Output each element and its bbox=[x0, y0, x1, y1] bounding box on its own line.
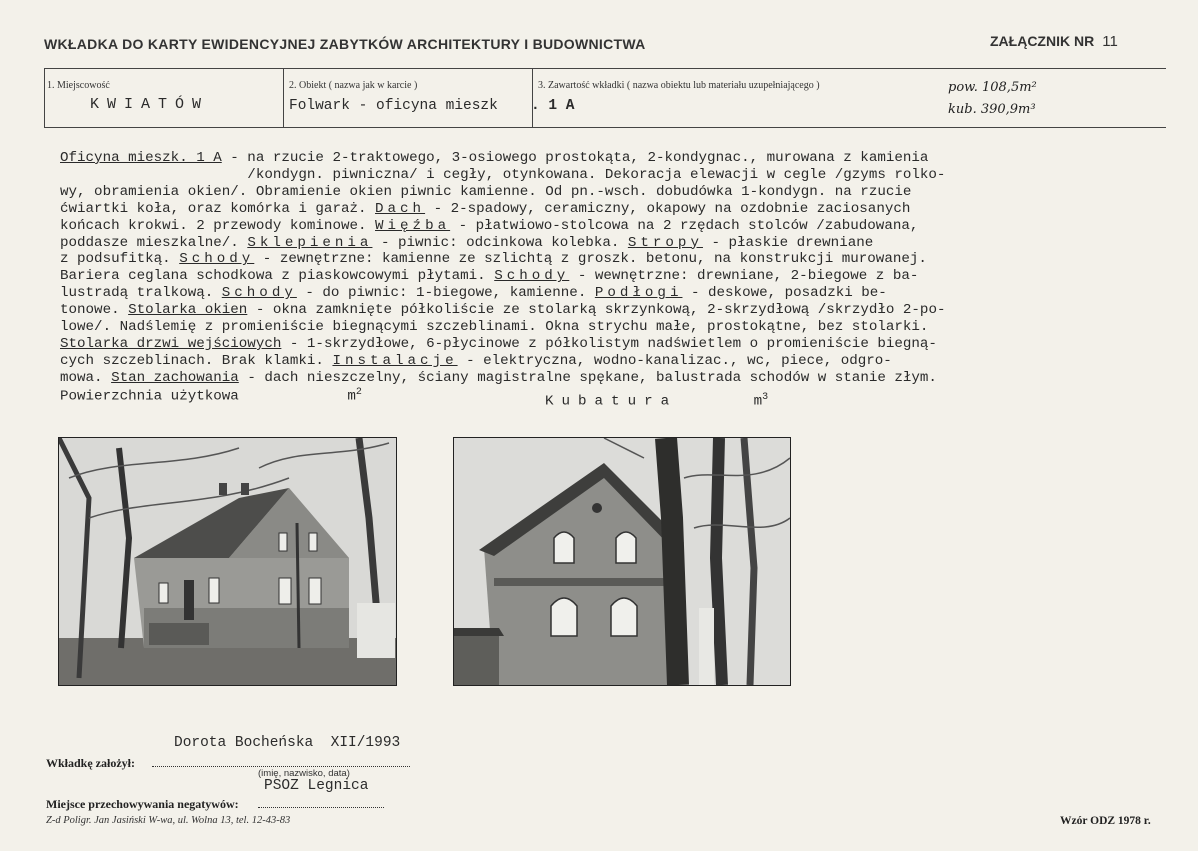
heading-stropy: Stropy bbox=[627, 234, 703, 251]
line-12b: - 1-skrzydłowe, 6-płycinowe z półkolistym nadświetlem o promieniście biegną- bbox=[281, 335, 937, 352]
line-9c: - deskowe, posadzki be- bbox=[682, 285, 887, 302]
line-4b: - 2-spadowy, ceramiczny, okapowy na ozdobnie zaciosanych bbox=[425, 200, 911, 217]
line-5b: - płatwiowo-stolcowa na 2 rzędach stolców /zabudowana, bbox=[450, 217, 919, 234]
line-1: - na rzucie 2-traktowego, 3-osiowego prostokąta, 2-kondygnac., murowana z kamienia bbox=[221, 150, 929, 166]
heading-stolarka-drzwi: Stolarka drzwi wejściowych bbox=[60, 335, 282, 352]
line-4: ćwiartki koła, oraz komórka i garaż. bbox=[60, 200, 376, 217]
line-14b: - dach nieszczelny, ściany magistralne spękane, balustrada schodów w stanie złym. bbox=[238, 369, 937, 386]
field-1-label: 1. Miejscowość bbox=[47, 80, 110, 91]
area-sup: 2 bbox=[355, 387, 362, 398]
line-6: poddasze mieszkalne/. bbox=[60, 234, 248, 251]
volume-label: Kubatura bbox=[545, 393, 678, 410]
line-9b: - do piwnic: 1-biegowe, kamienne. bbox=[296, 285, 595, 302]
printer-imprint: Z-d Poligr. Jan Jasiński W-wa, ul. Wolna 13, tel. 12-43-83 bbox=[46, 815, 291, 826]
line-3: wy, obramienia okien/. Obramienie okien piwnic kamienne. Od pn.-wsch. dobudówka 1-kondygn. na rzucie bbox=[60, 183, 912, 200]
attachment-label: ZAŁĄCZNIK NR bbox=[990, 33, 1095, 49]
negatives-value: PSOZ Legnica bbox=[264, 778, 369, 794]
founder-label: Wkładkę założył: bbox=[46, 756, 135, 770]
volume-metric bbox=[545, 392, 768, 410]
description-text bbox=[60, 150, 1160, 387]
heading-wiezba: Więźba bbox=[375, 217, 451, 234]
founder-value: Dorota Bocheńska XII/1993 bbox=[174, 735, 401, 751]
line-6b: - piwnic: odcinkowa kolebka. bbox=[372, 234, 628, 251]
line-7: z podsufitką. bbox=[60, 251, 180, 268]
line-10: tonowe. bbox=[60, 302, 129, 319]
attachment-number-value: 11 bbox=[1102, 33, 1118, 50]
heading-instalacje: Instalacje bbox=[332, 352, 458, 369]
line-7b: - zewnętrzne: kamienne ze szlichtą z groszk. betonu, na konstrukcji murowanej. bbox=[254, 251, 927, 268]
photo-building-front bbox=[453, 437, 791, 686]
field-3-label: 3. Zawartość wkładki ( nazwa obiektu lub materiału uzupełniającego ) bbox=[538, 80, 820, 91]
heading-schody-2: Schody bbox=[494, 268, 570, 285]
volume-unit: m bbox=[753, 393, 763, 410]
line-13b: - elektryczna, wodno-kanalizac., wc, piece, odgro- bbox=[457, 352, 892, 369]
line-9: lustradą tralkową. bbox=[60, 285, 222, 302]
founder-hint: (imię, nazwisko, data) bbox=[258, 768, 350, 779]
box-top-rule bbox=[44, 68, 1166, 69]
box-divider-1 bbox=[283, 68, 284, 128]
box-left-rule bbox=[44, 68, 45, 128]
founder-dotted-line bbox=[152, 766, 410, 767]
field-1-value: KWIATÓW bbox=[90, 96, 210, 113]
form-model: Wzór ODZ 1978 r. bbox=[1060, 815, 1151, 827]
photo-2-image bbox=[454, 438, 790, 685]
line-2: /kondygn. piwniczna/ i cegły, otynkowana. Dekoracja elewacji w cegle /gzyms rolko- bbox=[60, 166, 946, 183]
line-10b: - okna zamknięte półkoliście ze stolarką skrzynkową, 2-skrzydłową /skrzydło 2-po- bbox=[247, 302, 946, 319]
field-2-value: Folwark - oficyna mieszk bbox=[289, 98, 498, 114]
field-3-value: . 1 A bbox=[531, 98, 575, 114]
line-14: mowa. bbox=[60, 369, 112, 386]
area-unit: m bbox=[347, 388, 356, 405]
object-name: Oficyna mieszk. 1 A bbox=[60, 150, 222, 166]
handwritten-area: pow. 108,5m² bbox=[948, 80, 1037, 95]
photo-building-side bbox=[58, 437, 397, 686]
heading-podlogi: Podłogi bbox=[594, 285, 683, 302]
heading-dach: Dach bbox=[375, 200, 426, 217]
box-bottom-rule bbox=[44, 127, 1166, 128]
area-label: Powierzchnia użytkowa bbox=[60, 388, 239, 405]
line-11: lowe/. Nadślemię z promieniście biegnącymi szczeblinami. Okna strychu małe, prostokątne, bez stolarki. bbox=[60, 319, 929, 336]
negatives-label: Miejsce przechowywania negatywów: bbox=[46, 797, 239, 811]
handwritten-volume: kub. 390,9m³ bbox=[948, 102, 1036, 117]
heading-stan-zachowania: Stan zachowania bbox=[111, 369, 239, 386]
line-5: końcach krokwi. 2 przewody kominowe. bbox=[60, 217, 376, 234]
volume-sup: 3 bbox=[762, 392, 769, 403]
line-8b: - wewnętrzne: drewniane, 2-biegowe z ba- bbox=[569, 268, 919, 285]
field-2-label: 2. Obiekt ( nazwa jak w karcie ) bbox=[289, 80, 418, 91]
heading-stolarka-okien: Stolarka okien bbox=[128, 302, 248, 319]
document-title: WKŁADKA DO KARTY EWIDENCYJNEJ ZABYTKÓW ARCHITEKTURY I BUDOWNICTWA bbox=[44, 36, 646, 52]
negatives-dotted-line bbox=[258, 807, 384, 808]
area-metric bbox=[60, 387, 362, 405]
line-8: Bariera ceglana schodkowa z piaskowcowymi płytami. bbox=[60, 268, 495, 285]
heading-schody-3: Schody bbox=[221, 285, 297, 302]
photo-1-image bbox=[59, 438, 396, 685]
heading-schody-1: Schody bbox=[179, 251, 255, 268]
line-6c: - płaskie drewniane bbox=[702, 234, 874, 251]
line-13: cych szczeblinach. Brak klamki. bbox=[60, 352, 333, 369]
attachment-number bbox=[990, 33, 1118, 50]
heading-sklepienia: Sklepienia bbox=[247, 234, 373, 251]
